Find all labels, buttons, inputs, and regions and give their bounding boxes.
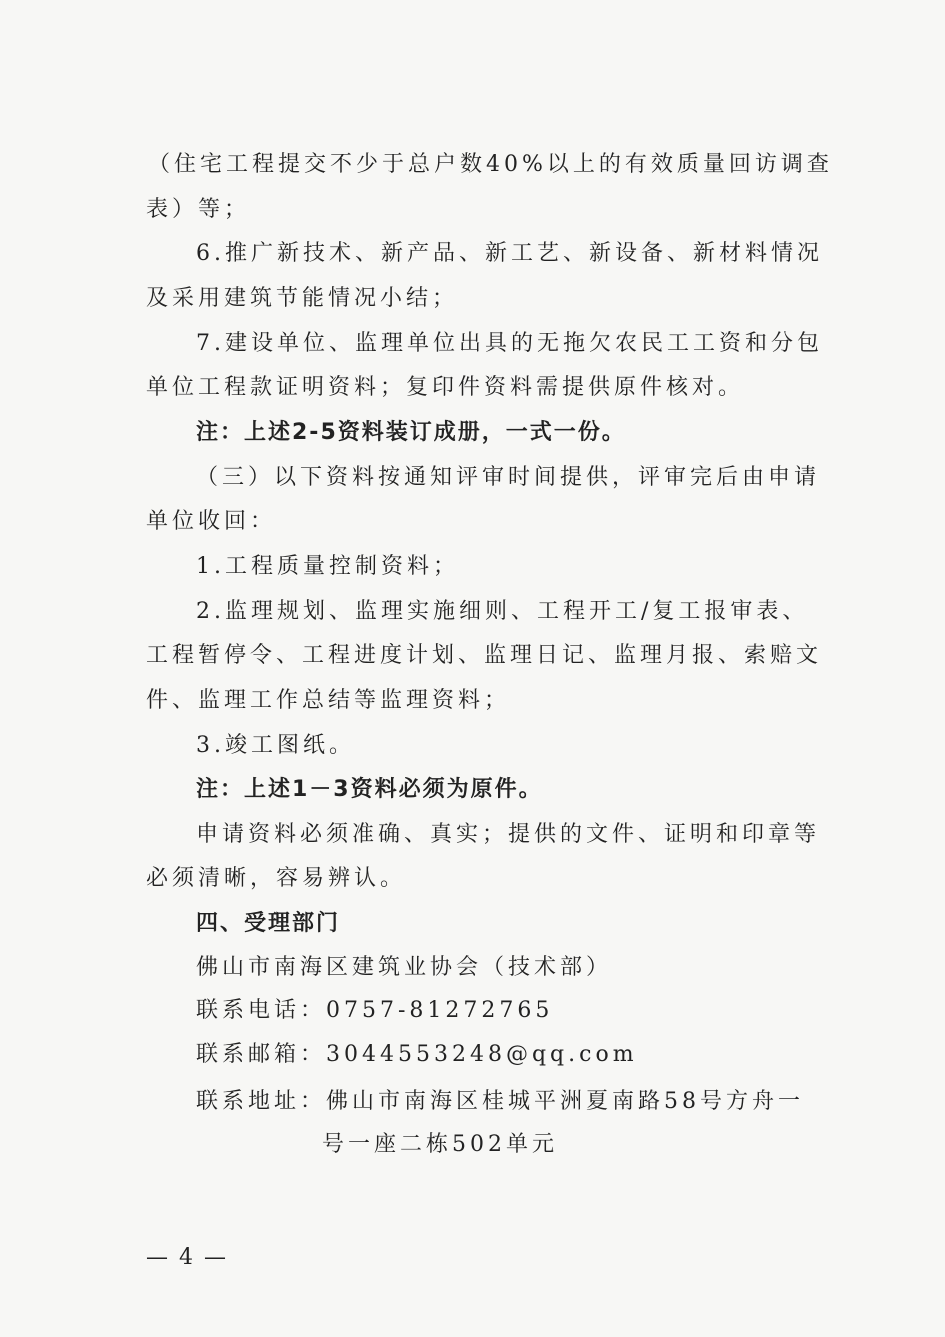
section-heading: 四、受理部门	[196, 911, 341, 936]
page-number: — 4 —	[146, 1245, 228, 1270]
list-item-6: 6.推广新技术、新产品、新工艺、新设备、新材料情况	[196, 241, 823, 266]
text-line: 工程暂停令、工程进度计划、监理日记、监理月报、索赔文	[146, 643, 823, 668]
list-item-1: 1.工程质量控制资料；	[196, 554, 459, 579]
section-paragraph: （三）以下资料按通知评审时间提供，评审完后由申请	[196, 465, 821, 490]
list-item-2: 2.监理规划、监理实施细则、工程开工/复工报审表、	[196, 599, 809, 624]
list-item-7: 7.建设单位、监理单位出具的无拖欠农民工工资和分包	[196, 331, 823, 356]
text-line: 申请资料必须准确、真实；提供的文件、证明和印章等	[196, 822, 821, 847]
contact-email: 联系邮箱：3044553248@qq.com	[196, 1042, 638, 1067]
note-bold: 注：上述1－3资料必须为原件。	[196, 777, 543, 802]
department-name: 佛山市南海区建筑业协会（技术部）	[196, 955, 613, 980]
contact-address: 联系地址：佛山市南海区桂城平洲夏南路58号方舟一	[196, 1089, 804, 1114]
text-line: 单位收回：	[146, 509, 277, 534]
contact-phone: 联系电话：0757-81272765	[196, 998, 554, 1023]
text-line: 及采用建筑节能情况小结；	[146, 286, 459, 311]
text-line: 单位工程款证明资料；复印件资料需提供原件核对。	[146, 375, 745, 400]
text-line: 必须清晰，容易辨认。	[146, 866, 407, 891]
text-line: 表）等；	[146, 197, 251, 222]
contact-address-continued: 号一座二栋502单元	[322, 1132, 558, 1157]
text-line: 件、监理工作总结等监理资料；	[146, 688, 511, 713]
text-line: （住宅工程提交不少于总户数40%以上的有效质量回访调查	[148, 152, 833, 177]
note-bold: 注：上述2-5资料装订成册，一式一份。	[196, 420, 626, 445]
list-item-3: 3.竣工图纸。	[196, 733, 355, 758]
